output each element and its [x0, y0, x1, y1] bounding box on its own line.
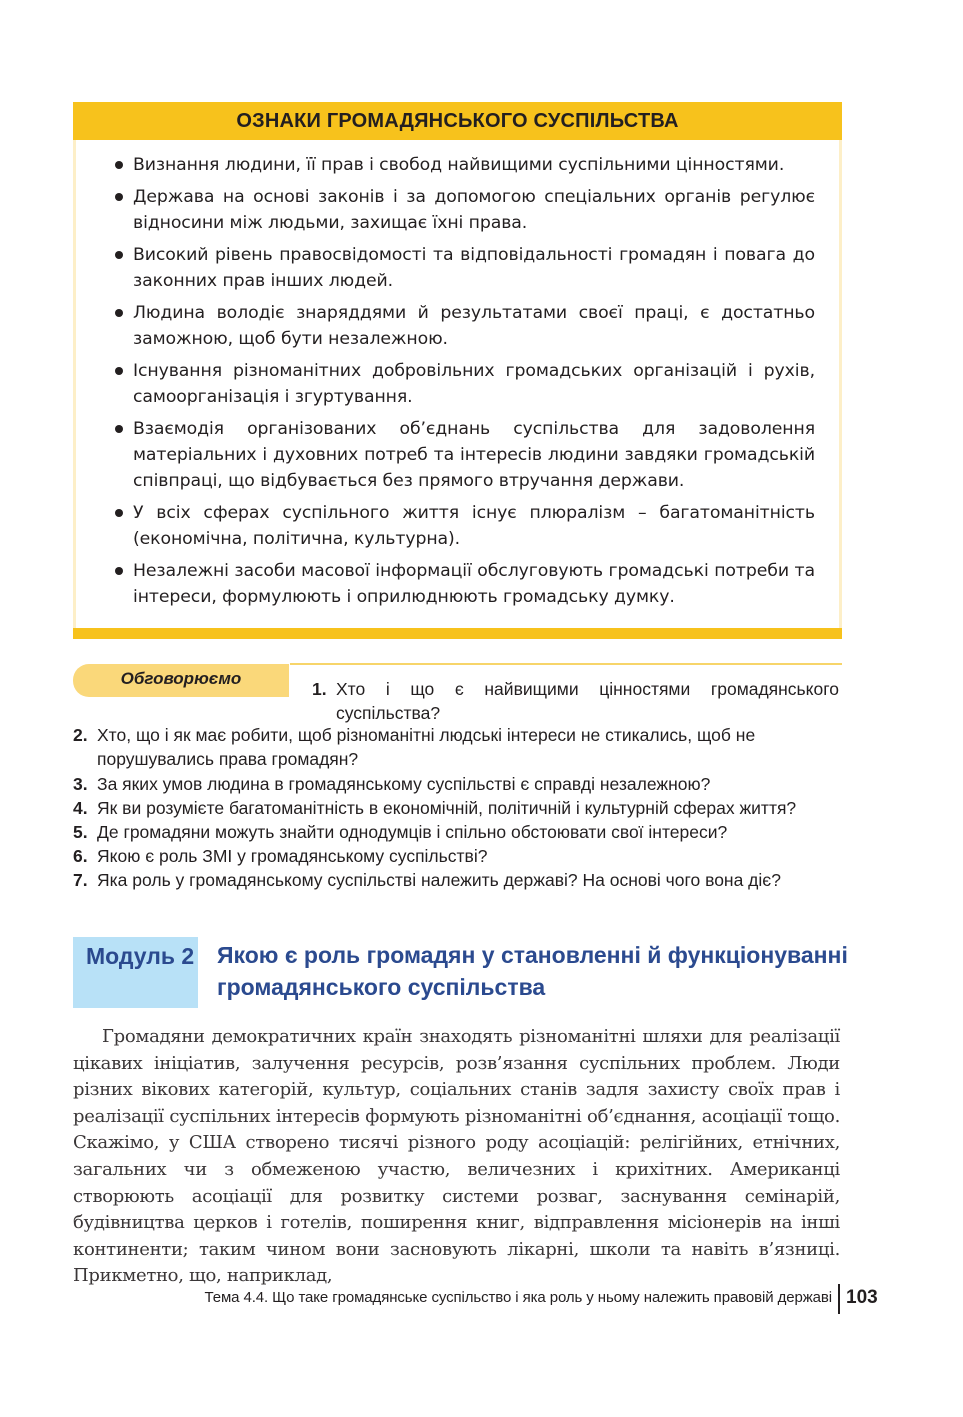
- question-text: Як ви розумієте багатоманітність в економічній, політичній і культурній сферах життя?: [97, 798, 797, 818]
- question-text: Якою є роль ЗМІ у громадянському суспільстві?: [97, 846, 488, 866]
- question-item: [73, 723, 843, 771]
- question-number: 7.: [73, 870, 88, 890]
- question-text: За яких умов людина в громадянському суспільстві є справді незалежною?: [97, 774, 711, 794]
- question-text: Де громадяни можуть знайти однодумців і спільно обстоювати свої інтереси?: [97, 822, 728, 842]
- features-box: [73, 102, 842, 639]
- feature-item: Взаємодія організованих об’єднань суспільства для задоволення матеріальних і духовних потреб та інтересів людини завдяки громадській співпраці, що відбувається без прямого втручання держави.: [113, 416, 815, 494]
- feature-item: У всіх сферах суспільного життя існує плюралізм – багатоманітність (економічна, політична, культурна).: [113, 500, 815, 552]
- question-number: 2.: [73, 725, 88, 745]
- question-number: 1.: [312, 679, 327, 699]
- question-number: 4.: [73, 798, 88, 818]
- feature-item: Високий рівень правосвідомості та відповідальності громадян і повага до законних прав інших людей.: [113, 242, 815, 294]
- feature-item: Держава на основі законів і за допомогою спеціальних органів регулює відносини між людьми, захищає їхні права.: [113, 184, 815, 236]
- feature-item: Людина володіє знаряддями й результатами своєї праці, є достатньо заможною, щоб бути незалежною.: [113, 300, 815, 352]
- body-paragraph: [73, 1024, 840, 1290]
- features-body: [76, 140, 839, 628]
- question-text: Яка роль у громадянському суспільстві належить державі? На основі чого вона діє?: [97, 870, 781, 890]
- body-paragraph-text: Громадяни демократичних країн знаходять різноманітні шляхи для реалізації цікавих ініціатив, залучення ресурсів, розв’язання суспільних проблем. Люди різних вікових категорій, культур, соціальних станів задля захисту своїх прав і реалізації суспільних інтересів формують різноманітні об’єднання, асоціації тощо. Скажімо, у США створено тисячі різного роду асоціацій: релігійних, етнічних, загальних чи з обмеженою участю, величезних і крихітних. Американці створюють асоціації для розвитку системи розваг, заснування семінарій, будівництва церков і готелів, поширення книг, відправлення місіонерів на інші континенти; таким чином вони засновують лікарні, школи та навіть в’язниці. Прикметно, що, наприклад,: [73, 1026, 840, 1287]
- footer-topic: Тема 4.4. Що таке громадянське суспільство і яка роль у ньому належить правовій державі: [204, 1289, 832, 1306]
- question-item: [73, 820, 843, 844]
- page-number: 103: [846, 1287, 878, 1308]
- feature-item: Визнання людини, її прав і свобод найвищими суспільними цінностями.: [113, 152, 815, 178]
- question-text: Хто і що є найвищими цінностями громадянського суспільства?: [336, 679, 839, 723]
- feature-item: Незалежні засоби масової інформації обслуговують громадські потреби та інтереси, формулюють і оприлюднюють громадську думку.: [113, 558, 815, 610]
- discussion-divider: [290, 663, 842, 665]
- feature-item: Існування різноманітних добровільних громадських організацій і рухів, самоорганізація і згуртування.: [113, 358, 815, 410]
- question-text: Хто, що і як має робити, щоб різноманітні людські інтереси не стикались, щоб не порушувались права громадян?: [97, 725, 756, 769]
- question-item: [312, 677, 839, 725]
- footer-divider: [838, 1284, 840, 1314]
- module-title: Якою є роль громадян у становленні й функціонуванні громадянського суспільства: [217, 942, 848, 1000]
- question-item: [73, 796, 843, 820]
- question-item: [73, 868, 843, 892]
- features-title: ОЗНАКИ ГРОМАДЯНСЬКОГО СУСПІЛЬСТВА: [73, 102, 842, 140]
- module-label: Модуль 2: [73, 937, 198, 1008]
- question-item: [73, 772, 843, 796]
- question-item: [73, 844, 843, 868]
- question-number: 6.: [73, 846, 88, 866]
- question-number: 3.: [73, 774, 88, 794]
- question-number: 5.: [73, 822, 88, 842]
- features-list: [76, 140, 839, 610]
- features-bottom-bar: [73, 628, 842, 639]
- discussion-badge: Обговорюємо: [73, 664, 289, 697]
